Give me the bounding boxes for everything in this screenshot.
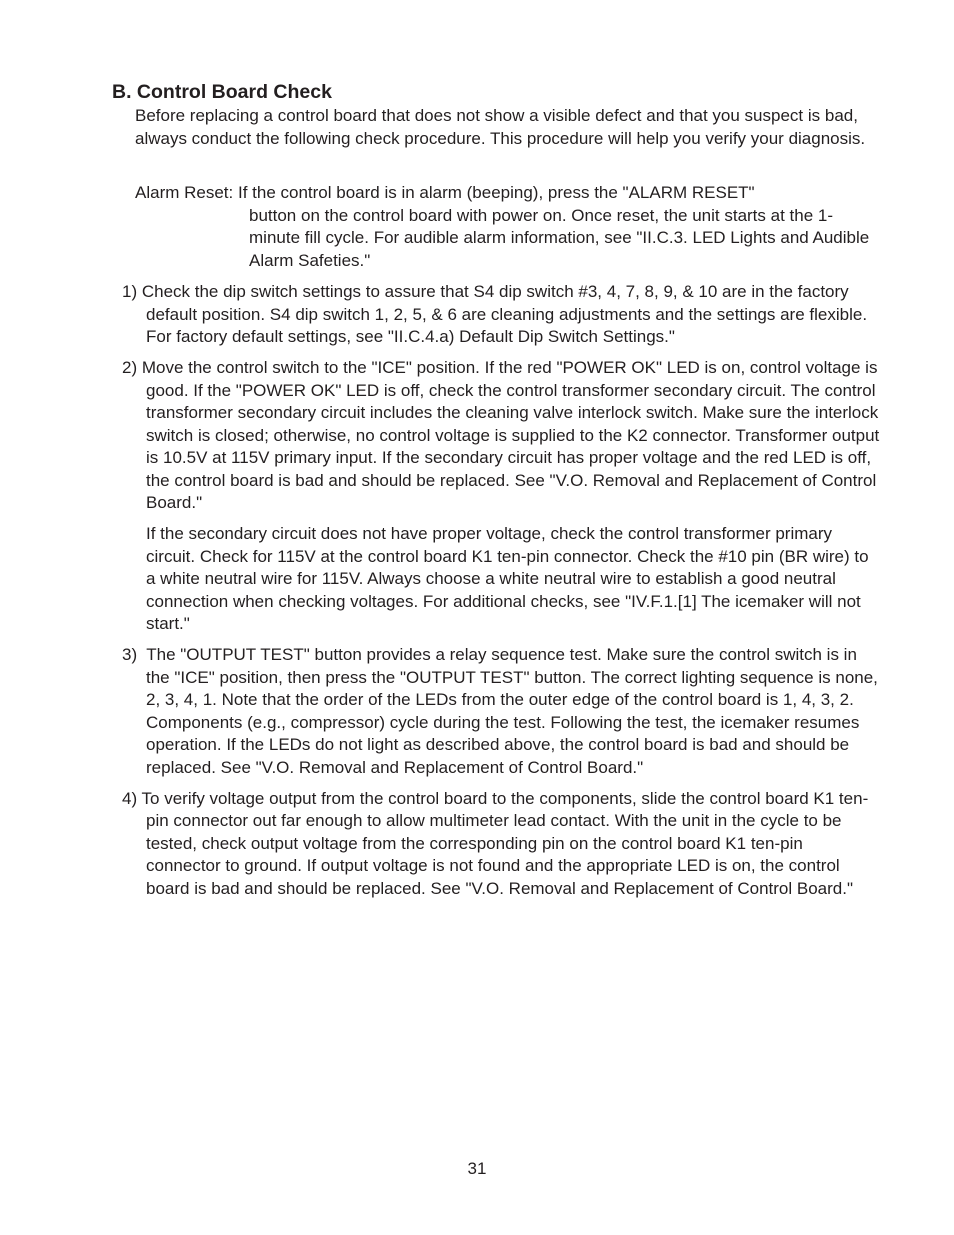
page-number: 31 bbox=[467, 1159, 487, 1178]
step-4: 4) To verify voltage output from the control board to the components, slide the control board K1 ten-pin connector out far enough to allow multimeter lead contact. With the unit in the cycle to be tested, check output voltage from the corresponding pin on the control board K1 ten-pin connector to ground. If output voltage is not found and the appropriate LED is on, the control board is bad and should be replaced. See "V.O. Removal and Replacement of Control Board." bbox=[122, 788, 869, 898]
step-3: 3) The "OUTPUT TEST" button provides a relay sequence test. Make sure the control switch is in the "ICE" position, then press the "OUTPUT TEST" button. The correct lighting sequence is none, 2, 3, 4, 1. Note that the order of the LEDs from the outer edge of the control board is 1, 4, 3, 2. Components (e.g., compressor) cycle during the test. Following the test, the icemaker resumes operation. If the LEDs do not light as described above, the control board is bad and should be replaced. See "V.O. Removal and Replacement of Control Board." bbox=[122, 645, 878, 777]
alarm-reset-continuation: button on the control board with power on. Once reset, the unit starts at the 1-minute fill cycle. For audible alarm information, see "II.C.3. LED Lights and Audible Alarm Safeties." bbox=[249, 205, 870, 270]
section-heading: B. Control Board Check bbox=[112, 81, 332, 103]
step-2: 2) Move the control switch to the "ICE" position. If the red "POWER OK" LED is on, control voltage is good. If the "POWER OK" LED is off, check the control transformer secondary circuit. The control transformer secondary circuit includes the cleaning valve interlock switch. Make sure the interlock switch is closed; otherwise, no control voltage is supplied to the K2 connector. Transformer output is 10.5V at 115V primary input. If the secondary circuit has proper voltage and the red LED is off, the control board is bad and should be replaced. See "V.O. Removal and Replacement of Control Board." bbox=[122, 358, 880, 512]
step-1: 1) Check the dip switch settings to assure that S4 dip switch #3, 4, 7, 8, 9, & 10 are in the factory default position. S4 dip switch 1, 2, 5, & 6 are cleaning adjustments and the settings are flexible. For factory default settings, see "II.C.4.a) Default Dip Switch Settings." bbox=[122, 282, 868, 346]
intro-paragraph: Before replacing a control board that does not show a visible defect and that you suspect is bad, always conduct the following check procedure. This procedure will help you verify your diagnosis. bbox=[135, 106, 866, 148]
step-2-continuation: If the secondary circuit does not have proper voltage, check the control transformer primary circuit. Check for 115V at the control board K1 ten-pin connector. Check the #10 pin (BR wire) to a white neutral wire for 115V. Always choose a white neutral wire to establish a good neutral connection when checking voltages. For additional checks, see "IV.F.1.[1] The icemaker will not start." bbox=[146, 524, 869, 633]
procedure-steps bbox=[122, 281, 880, 909]
alarm-reset-paragraph bbox=[135, 182, 880, 272]
alarm-reset-first-line: Alarm Reset: If the control board is in alarm (beeping), press the "ALARM RESET" bbox=[135, 183, 755, 202]
